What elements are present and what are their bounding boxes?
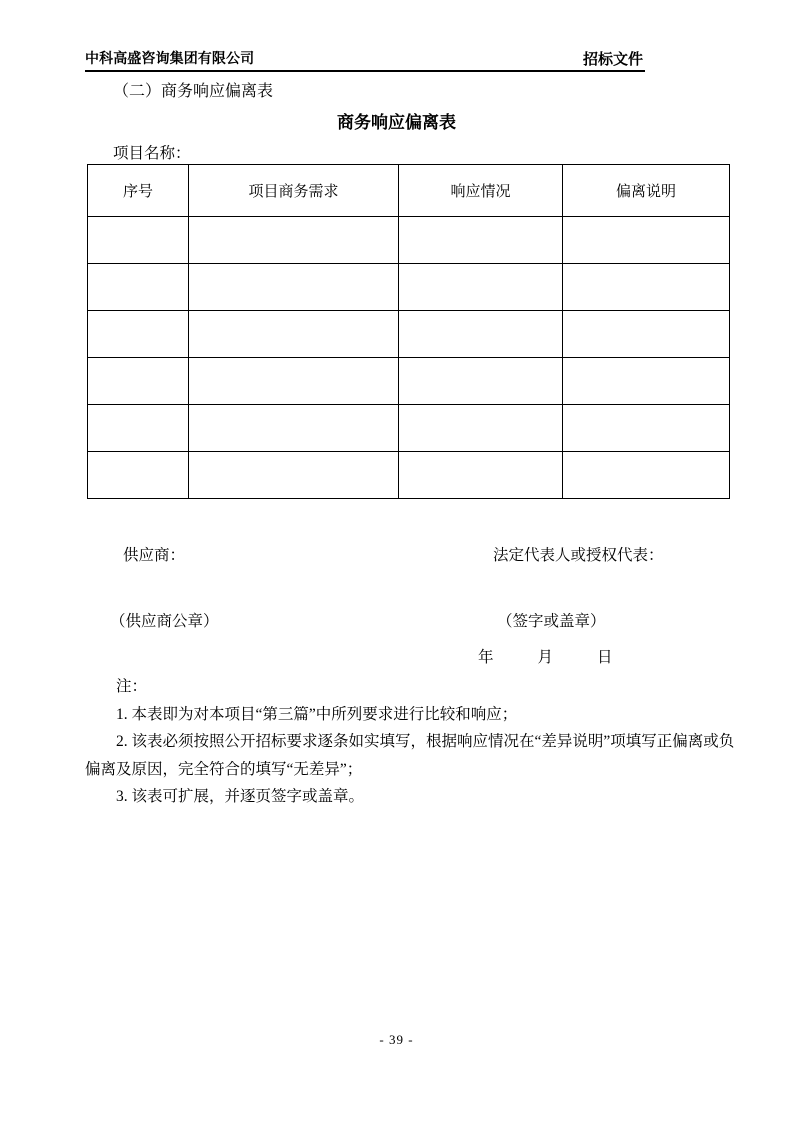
deviation-table — [87, 164, 730, 499]
table-cell-empty — [563, 358, 730, 405]
table-row — [88, 217, 730, 264]
table-cell-empty — [189, 405, 399, 452]
date-line — [478, 645, 613, 667]
table-cell-empty — [189, 217, 399, 264]
table-cell-empty — [399, 452, 563, 499]
note-item-1: 1. 本表即为对本项目“第三篇”中所列要求进行比较和响应； — [116, 705, 518, 723]
table-cell-empty — [88, 452, 189, 499]
sign-or-seal-label: （签字或盖章） — [497, 613, 606, 630]
table-cell-empty — [563, 311, 730, 358]
table-cell-empty — [88, 217, 189, 264]
supplier-seal-label: （供应商公章） — [110, 613, 219, 630]
column-header-index: 序号 — [88, 165, 189, 217]
table-header-row — [88, 165, 730, 217]
year-label: 年 — [478, 649, 494, 666]
month-label: 月 — [537, 649, 554, 666]
notes-block — [85, 673, 735, 811]
table-row — [88, 264, 730, 311]
column-header-requirement: 项目商务需求 — [189, 165, 399, 217]
table-cell-empty — [399, 217, 563, 264]
table-row — [88, 452, 730, 499]
header-company-name: 中科高盛咨询集团有限公司 — [85, 52, 255, 67]
page-number: - 39 - — [379, 1032, 414, 1047]
table-cell-empty — [88, 405, 189, 452]
table-cell-empty — [88, 264, 189, 311]
table-cell-empty — [399, 311, 563, 358]
table-cell-empty — [563, 217, 730, 264]
header-doc-type: 招标文件 — [583, 52, 644, 68]
table-cell-empty — [563, 452, 730, 499]
day-label: 日 — [597, 649, 613, 666]
table-cell-empty — [399, 358, 563, 405]
header-rule — [85, 70, 645, 72]
supplier-label: 供应商： — [123, 547, 186, 564]
note-item-2: 2. 该表必须按照公开招标要求逐条如实填写，根据响应情况在“差异说明”项填写正偏离或负偏离及原因，完全符合的填写“无差异”； — [85, 733, 735, 778]
table-row — [88, 311, 730, 358]
table-row — [88, 405, 730, 452]
column-header-response: 响应情况 — [399, 165, 563, 217]
column-header-deviation: 偏离说明 — [563, 165, 730, 217]
table-cell-empty — [189, 311, 399, 358]
table-cell-empty — [88, 358, 189, 405]
notes-heading: 注： — [116, 678, 148, 695]
table-cell-empty — [563, 264, 730, 311]
table-cell-empty — [399, 405, 563, 452]
table-body — [88, 217, 730, 499]
table-cell-empty — [189, 358, 399, 405]
representative-label: 法定代表人或授权代表： — [493, 547, 664, 564]
table-cell-empty — [88, 311, 189, 358]
section-label: （二）商务响应偏离表 — [113, 83, 274, 100]
table-row — [88, 358, 730, 405]
table-cell-empty — [399, 264, 563, 311]
table-cell-empty — [563, 405, 730, 452]
table-cell-empty — [189, 452, 399, 499]
page-title: 商务响应偏离表 — [337, 113, 456, 132]
project-name-label: 项目名称： — [113, 145, 191, 162]
table-cell-empty — [189, 264, 399, 311]
note-item-3: 3. 该表可扩展，并逐页签字或盖章。 — [116, 788, 365, 806]
